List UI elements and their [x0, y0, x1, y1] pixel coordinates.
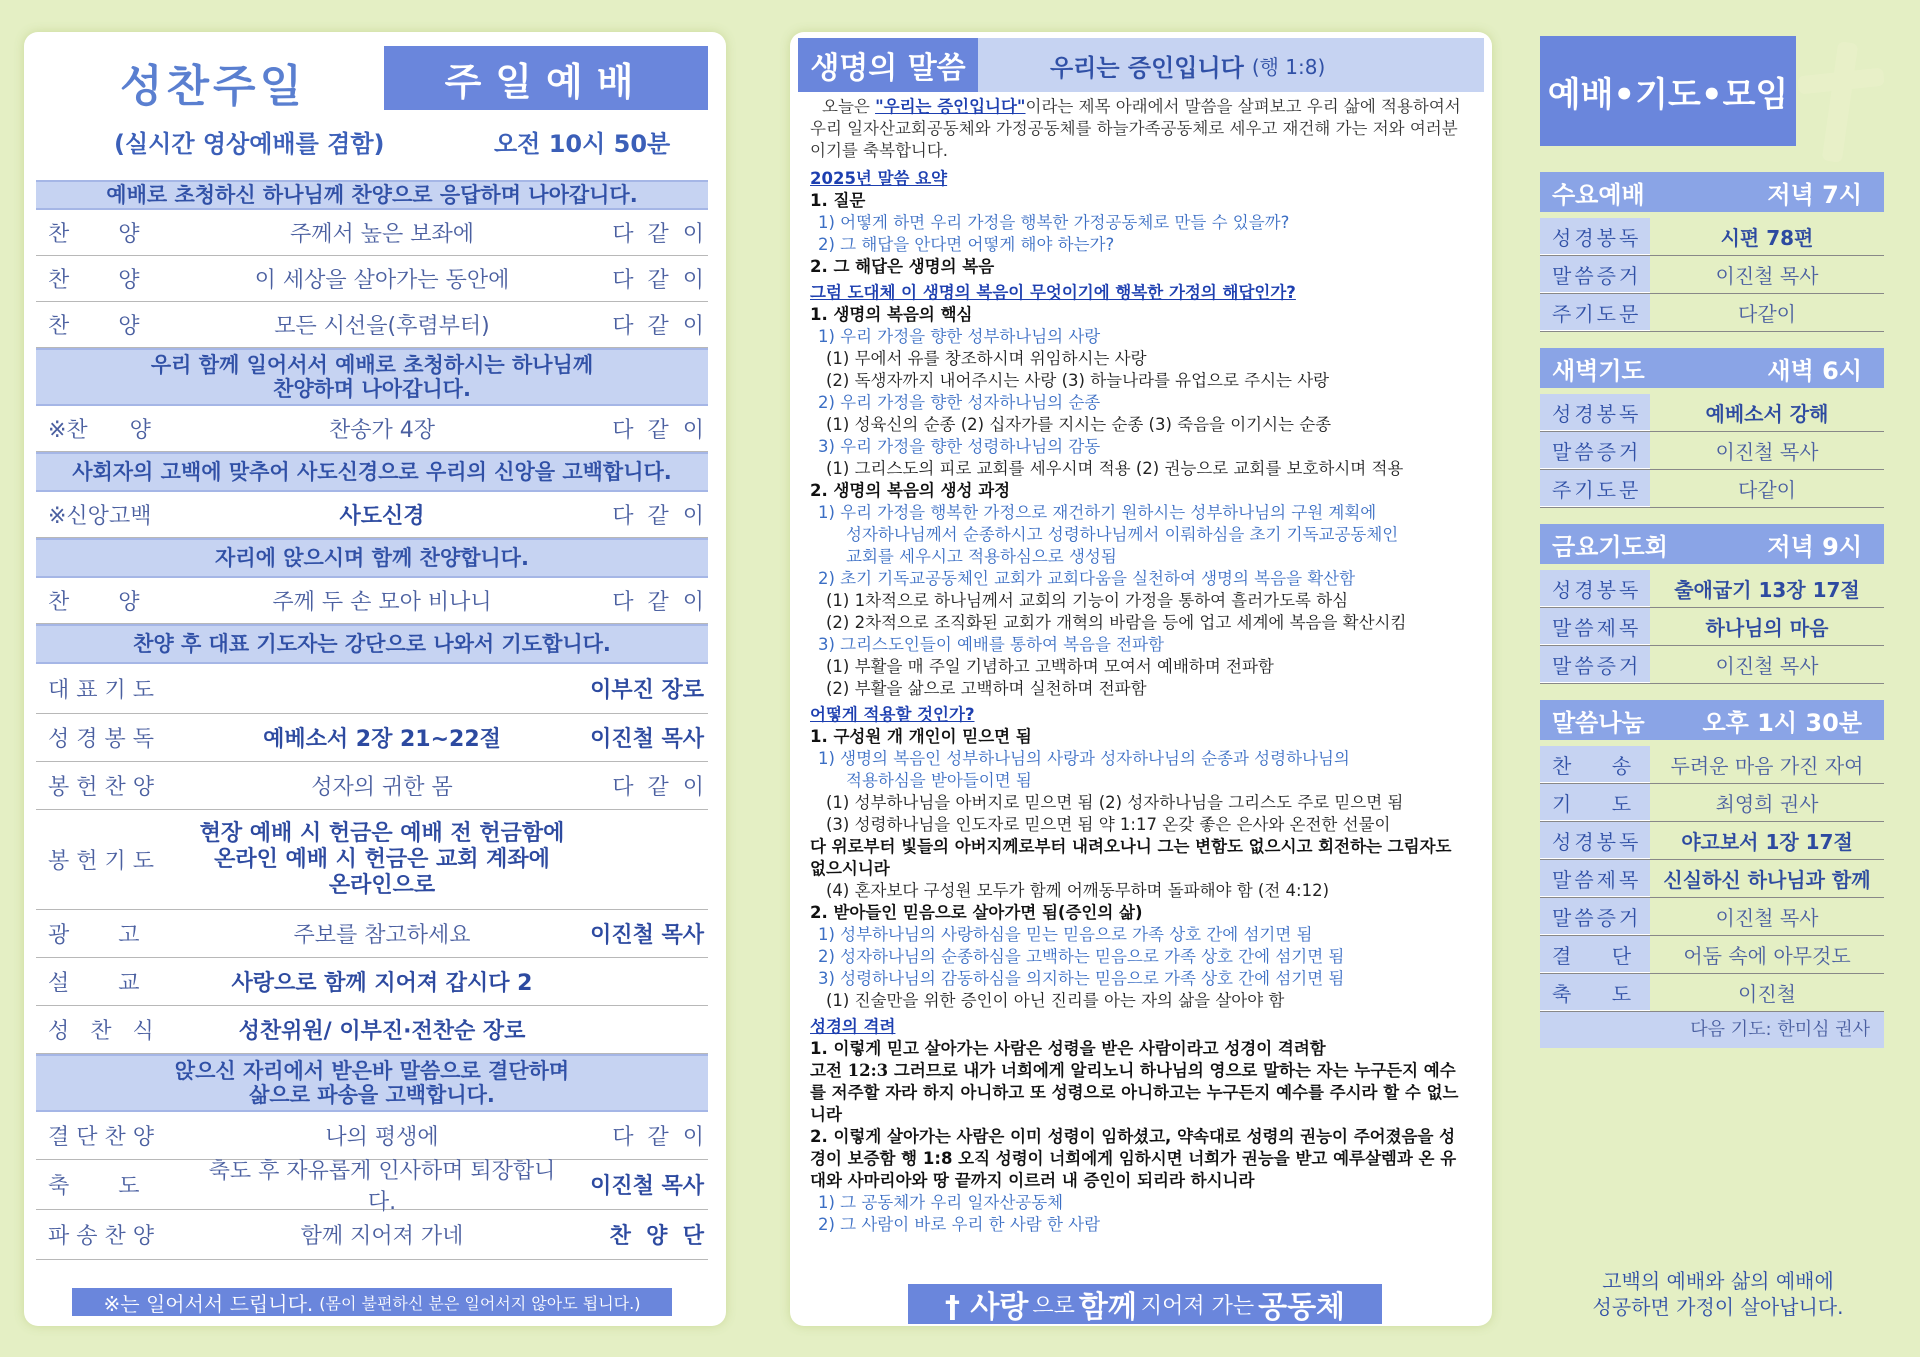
section-banner: 우리 함께 일어서서 예배로 초청하시는 하나님께 찬양하며 나아갑니다. — [36, 348, 708, 406]
sermon-line: (1) 부활을 매 주일 기념하고 고백하며 모여서 예배하며 전파함 — [826, 657, 1274, 676]
meeting-section — [1540, 700, 1884, 1048]
order-leader: 다 같 이 — [612, 504, 704, 529]
order-leader: 이진철 목사 — [590, 1174, 704, 1199]
meeting-row-value: 출애굽기 13장 17절 — [1674, 578, 1860, 602]
sermon-line: (2) 독생자까지 내어주시는 사랑 (3) 하늘나라를 유업으로 주시는 사랑 — [826, 371, 1330, 390]
sermon-line: 교회를 세우시고 적용하심으로 생성됨 — [846, 547, 1117, 566]
meetings-title: 예배•기도•모임 — [1540, 36, 1796, 146]
order-leader: 찬 양 단 — [609, 1224, 704, 1249]
meeting-row-value: 두려운 마음 가진 자여 — [1670, 754, 1864, 778]
section-banner: 사회자의 고백에 맞추어 사도신경으로 우리의 신앙을 고백합니다. — [36, 452, 708, 492]
sermon-ref: (행 1:8) — [1251, 54, 1326, 79]
section-banner: 찬양 후 대표 기도자는 강단으로 나와서 기도합니다. — [36, 624, 708, 664]
meeting-row-value: 이진철 — [1738, 982, 1796, 1006]
sermon-line: 1. 질문 — [810, 191, 866, 210]
sermon-intro — [810, 96, 1470, 162]
meeting-row — [1540, 256, 1884, 294]
order-content: 주께 두 손 모아 비나니 — [272, 590, 492, 615]
meeting-row-label: 성경봉독 — [1540, 570, 1650, 607]
sermon-line: 1. 이렇게 믿고 살아가는 사람은 성령을 받은 사람이라고 성경이 격려함 — [810, 1039, 1326, 1058]
meeting-row-label: 성경봉독 — [1540, 394, 1650, 431]
closing-line-2: 성공하면 가정이 살아납니다. — [1592, 1295, 1844, 1319]
meeting-row — [1540, 394, 1884, 432]
meeting-row — [1540, 860, 1884, 898]
standing-note — [72, 1288, 672, 1316]
sermon-line: 1) 성부하나님의 사랑하심을 믿는 믿음으로 가족 상호 간에 섬기면 됨 — [818, 925, 1313, 944]
meeting-time: 오후 1시 30분 — [1702, 708, 1862, 737]
sermon-line: 2. 받아들인 믿음으로 살아가면 됨(증인의 삶) — [810, 903, 1143, 922]
sermon-heading: 성경의 격려 — [810, 1017, 896, 1036]
meeting-row-label: 주기도문 — [1540, 470, 1650, 507]
standing-note-small: (몸이 불편하신 분은 일어서지 않아도 됩니다.) — [319, 1293, 641, 1313]
meeting-row — [1540, 218, 1884, 256]
sermon-header — [798, 38, 1484, 92]
meeting-row — [1540, 470, 1884, 508]
order-leader: 다 같 이 — [612, 222, 704, 247]
order-row — [36, 1210, 708, 1260]
order-content: 함께 지어져 가네 — [300, 1224, 464, 1249]
meeting-row-value: 하나님의 마음 — [1705, 616, 1829, 640]
order-item: 찬 양 — [48, 314, 140, 339]
order-content: 예베소서 2장 21~22절 — [263, 727, 501, 752]
sermon-line: (2) 부활을 삶으로 고백하며 실천하며 전파함 — [826, 679, 1147, 698]
order-row — [36, 1006, 708, 1054]
order-item: 찬 양 — [48, 590, 140, 615]
intro-em: "우리는 증인입니다" — [875, 97, 1026, 116]
meeting-row — [1540, 432, 1884, 470]
meeting-name: 말씀나눔 — [1552, 708, 1645, 737]
meeting-row-label: 축 도 — [1540, 974, 1650, 1011]
order-row — [36, 958, 708, 1006]
section-banner: 예배로 초청하신 하나님께 찬양으로 응답하며 나아갑니다. — [36, 180, 708, 210]
sermon-line: 2) 그 사람이 바로 우리 한 사람 한 사람 — [818, 1215, 1101, 1234]
order-row — [36, 578, 708, 624]
sermon-line: (1) 1차적으로 하나님께서 교회의 기능이 가정을 통하여 흘러가도록 하심 — [826, 591, 1349, 610]
closing-message — [1540, 1268, 1896, 1320]
order-row — [36, 714, 708, 762]
sermon-line: 적용하심을 받아들이면 됨 — [846, 771, 1032, 790]
sermon-line: 2) 성자하나님의 순종하심을 고백하는 믿음으로 가족 상호 간에 섬기면 됨 — [818, 947, 1345, 966]
order-content: 이 세상을 살아가는 동안에 — [254, 268, 510, 293]
footer-e: 공동체 — [1258, 1290, 1346, 1325]
order-item: 대 표 기 도 — [48, 678, 154, 703]
meeting-row — [1540, 746, 1884, 784]
sermon-line: 2. 이렇게 살아가는 사람은 이미 성령이 임하셨고, 약속대로 성령의 권능이 주어졌음을 성경이 보증함 행 1:8 오직 성령이 너희에게 임하시면 너희가 권능을 받고 예루살렘과 온 유대와 사마리아와 땅 끝까지 이르러 내 증인이 되리라 하시니라 — [810, 1127, 1457, 1190]
meeting-row-value: 신실하신 하나님과 함께 — [1663, 868, 1871, 892]
meeting-row-label: 성경봉독 — [1540, 822, 1650, 859]
order-content: 주께서 높은 보좌에 — [289, 222, 474, 247]
order-item: ※신앙고백 — [48, 504, 152, 529]
meeting-row-value: 어둠 속에 아무것도 — [1683, 944, 1851, 968]
order-leader: 이부진 장로 — [590, 678, 704, 703]
meeting-row-label: 말씀제목 — [1540, 608, 1650, 645]
order-item: 광 고 — [48, 923, 140, 948]
order-content: 현장 예배 시 헌금은 예배 전 헌금함에 온라인 예배 시 헌금은 교회 계좌에 온라인으로 — [199, 820, 565, 898]
sermon-line: (2) 2차적으로 조직화된 교회가 개혁의 바람을 등에 업고 세계에 복음을 확산시킴 — [826, 613, 1407, 632]
order-content: 사랑으로 함께 지어져 갑시다 2 — [231, 971, 533, 996]
order-row — [36, 406, 708, 452]
sermon-line: (1) 무에서 유를 창조하시며 위임하시는 사랑 — [826, 349, 1147, 368]
sermon-heading: 어떻게 적용할 것인가? — [810, 705, 975, 724]
sermon-line: 2. 생명의 복음의 생성 과정 — [810, 481, 1011, 500]
footer-a: † 사랑 — [944, 1290, 1029, 1325]
order-leader: 다 같 이 — [612, 590, 704, 615]
sermon-line: 1) 어떻게 하면 우리 가정을 행복한 가정공동체로 만들 수 있을까? — [818, 213, 1290, 232]
meeting-header — [1540, 172, 1884, 212]
sermon-line: 1. 구성원 개 개인이 믿으면 됨 — [810, 727, 1032, 746]
section-banner: 자리에 앉으시며 함께 찬양합니다. — [36, 538, 708, 578]
meeting-header — [1540, 700, 1884, 740]
sermon-line: 다 위로부터 빛들의 아버지께로부터 내려오나니 그는 변함도 없으시고 회전하는 그림자도 없으시니라 — [810, 837, 1452, 878]
meeting-section — [1540, 524, 1884, 684]
order-leader: 다 같 이 — [612, 775, 704, 800]
standing-note-text: ※는 일어서서 드립니다. — [103, 1291, 314, 1316]
sermon-title — [1050, 38, 1325, 92]
meetings-panel — [1540, 32, 1896, 1326]
meeting-time: 저녁 9시 — [1767, 532, 1862, 561]
cross-icon — [1822, 41, 1859, 163]
meeting-row — [1540, 570, 1884, 608]
sermon-line: (1) 성육신의 순종 (2) 십자가를 지시는 순종 (3) 죽음을 이기시는 순종 — [826, 415, 1332, 434]
meeting-row-value: 야고보서 1장 17절 — [1681, 830, 1853, 854]
meeting-time: 새벽 6시 — [1767, 356, 1862, 385]
section-banner: 앉으신 자리에서 받은바 말씀으로 결단하며 삶으로 파송을 고백합니다. — [36, 1054, 708, 1112]
sermon-line: (1) 그리스도의 피로 교회를 세우시며 적용 (2) 권능으로 교회를 보호하시며 적용 — [826, 459, 1404, 478]
meeting-row-value: 이진철 목사 — [1715, 264, 1819, 288]
sermon-body — [810, 96, 1470, 1236]
meeting-row-value: 최영희 권사 — [1715, 792, 1819, 816]
meeting-header — [1540, 348, 1884, 388]
sermon-footer-banner — [908, 1284, 1382, 1324]
footer-b: 으로 — [1032, 1293, 1075, 1319]
sermon-line: (4) 혼자보다 구성원 모두가 함께 어깨동무하며 돌파해야 함 (전 4:12) — [826, 881, 1330, 900]
meeting-row-label: 말씀증거 — [1540, 646, 1650, 683]
order-item: 찬 양 — [48, 268, 140, 293]
meeting-time: 저녁 7시 — [1767, 180, 1862, 209]
subtitle-online: (실시간 영상예배를 겸함) — [114, 130, 385, 158]
meeting-row-value: 이진철 목사 — [1715, 440, 1819, 464]
service-title-box: 주일예배 — [384, 46, 708, 110]
meeting-name: 수요예배 — [1552, 180, 1645, 209]
meeting-row-value: 예베소서 강해 — [1705, 402, 1829, 426]
sermon-line: 성자하나님께서 순종하시고 성령하나님께서 이뤄하심을 초기 기독교공동체인 — [846, 525, 1399, 544]
service-time: 오전 10시 50분 — [494, 130, 671, 158]
sermon-line: 2. 그 해답은 생명의 복음 — [810, 257, 995, 276]
sermon-line: 2) 우리 가정을 향한 성자하나님의 순종 — [818, 393, 1101, 412]
meeting-header — [1540, 524, 1884, 564]
sermon-line: 3) 성령하나님의 감동하심을 의지하는 믿음으로 가족 상호 간에 섬기면 됨 — [818, 969, 1345, 988]
meeting-row-label: 기 도 — [1540, 784, 1650, 821]
sermon-line: 1) 우리 가정을 향한 성부하나님의 사랑 — [818, 327, 1101, 346]
order-row — [36, 210, 708, 256]
sermon-line: (3) 성령하나님을 인도자로 믿으면 됨 약 1:17 온갖 좋은 은사와 온전한 선물이 — [826, 815, 1391, 834]
meeting-row-value: 이진철 목사 — [1715, 654, 1819, 678]
order-content: 사도신경 — [339, 504, 425, 529]
sermon-line: 2) 그 해답을 안다면 어떻게 해야 하는가? — [818, 235, 1115, 254]
next-prayer-note: 다음 기도: 한미심 권사 — [1540, 1012, 1884, 1048]
meeting-row-value: 이진철 목사 — [1715, 906, 1819, 930]
meeting-row — [1540, 784, 1884, 822]
sermon-line: (1) 성부하나님을 아버지로 믿으면 됨 (2) 성자하나님을 그리스도 주로 믿으면 됨 — [826, 793, 1404, 812]
order-leader: 다 같 이 — [612, 314, 704, 339]
order-item: 축 도 — [48, 1174, 140, 1199]
footer-d: 지어져 가는 — [1140, 1293, 1255, 1319]
order-row — [36, 492, 708, 538]
order-row — [36, 664, 708, 714]
sermon-heading: 그럼 도대체 이 생명의 복음이 무엇이기에 행복한 가정의 해답인가? — [810, 283, 1296, 302]
order-content: 축도 후 자유롭게 인사하며 퇴장합니다. — [208, 1158, 556, 1215]
order-content: 나의 평생에 — [325, 1125, 439, 1150]
meeting-row — [1540, 608, 1884, 646]
order-leader: 이진철 목사 — [590, 727, 704, 752]
worship-order-list — [36, 180, 708, 1260]
order-row — [36, 762, 708, 810]
meeting-row-label: 결 단 — [1540, 936, 1650, 973]
meeting-section — [1540, 348, 1884, 508]
meeting-row-label: 주기도문 — [1540, 294, 1650, 331]
sermon-line: 3) 그리스도인들이 예배를 통하여 복음을 전파함 — [818, 635, 1165, 654]
order-item: 봉 헌 찬 양 — [48, 775, 154, 800]
sermon-line: 1) 그 공동체가 우리 일자산공동체 — [818, 1193, 1064, 1212]
intro-post: 이라는 제목 아래에서 말씀을 살펴보고 우리 삶에 적용하여서 우리 일자산교회공동체와 가정공동체를 하늘가족공동체로 세우고 재건해 가는 저와 여러분이기를 축복합니다. — [810, 97, 1461, 160]
order-row — [36, 302, 708, 348]
order-item: 성 찬 식 — [48, 1019, 154, 1044]
order-leader: 다 같 이 — [612, 1125, 704, 1150]
meeting-row-label: 말씀증거 — [1540, 256, 1650, 293]
order-content: 찬송가 4장 — [329, 418, 435, 443]
meeting-section — [1540, 172, 1884, 332]
sermon-line: 고전 12:3 그러므로 내가 너희에게 알리노니 하나님의 영으로 말하는 자는 누구든지 예수를 저주할 자라 하지 아니하고 또 성령으로 아니하고는 누구든지 예수를 주시라 할 수 없느니라 — [810, 1061, 1459, 1124]
sermon-line: 1) 생명의 복음인 성부하나님의 사랑과 성자하나님의 순종과 성령하나님의 — [818, 749, 1350, 768]
sermon-panel — [790, 32, 1492, 1326]
meeting-row-value: 다같이 — [1738, 302, 1796, 326]
sermon-heading: 2025년 말씀 요약 — [810, 169, 948, 188]
worship-order-panel — [24, 32, 726, 1326]
footer-c: 함께 — [1078, 1290, 1137, 1325]
order-row — [36, 910, 708, 958]
closing-line-1: 고백의 예배와 삶의 예배에 — [1602, 1269, 1834, 1293]
meeting-row-label: 말씀제목 — [1540, 860, 1650, 897]
meeting-name: 새벽기도 — [1552, 356, 1645, 385]
order-content: 주보를 참고하세요 — [293, 923, 471, 948]
order-row — [36, 810, 708, 910]
order-item: 결 단 찬 양 — [48, 1125, 154, 1150]
meeting-row-value: 다같이 — [1738, 478, 1796, 502]
sermon-title-text: 우리는 증인입니다 — [1050, 53, 1244, 82]
meeting-row-label: 성경봉독 — [1540, 218, 1650, 255]
sermon-line: 1. 생명의 복음의 핵심 — [810, 305, 973, 324]
order-item: 봉 헌 기 도 — [48, 849, 154, 874]
sermon-line: (1) 진술만을 위한 증인이 아닌 진리를 아는 자의 삶을 살아야 함 — [826, 991, 1285, 1010]
order-item: ※찬 양 — [48, 418, 151, 443]
sermon-line: 2) 초기 기독교공동체인 교회가 교회다움을 실천하여 생명의 복음을 확산함 — [818, 569, 1356, 588]
meeting-row — [1540, 898, 1884, 936]
intro-pre: 오늘은 — [822, 97, 876, 116]
order-content: 모든 시선을(후렴부터) — [274, 314, 490, 339]
order-item: 성 경 봉 독 — [48, 727, 154, 752]
order-item: 설 교 — [48, 971, 140, 996]
order-leader: 다 같 이 — [612, 418, 704, 443]
meeting-row — [1540, 936, 1884, 974]
meeting-row — [1540, 646, 1884, 684]
meeting-row-label: 찬 송 — [1540, 746, 1650, 783]
meeting-row-label: 말씀증거 — [1540, 898, 1650, 935]
meeting-row — [1540, 294, 1884, 332]
meeting-row-value: 시편 78편 — [1720, 226, 1814, 250]
meeting-row — [1540, 974, 1884, 1012]
sermon-tab: 생명의 말씀 — [798, 38, 978, 92]
sermon-line: 1) 우리 가정을 행복한 가정으로 재건하기 원하시는 성부하나님의 구원 계획에 — [818, 503, 1377, 522]
bulletin-title: 성찬주일 — [120, 61, 307, 112]
order-content: 성찬위원/ 이부진·전찬순 장로 — [238, 1019, 526, 1044]
order-item: 찬 양 — [48, 222, 140, 247]
order-content: 성자의 귀한 몸 — [311, 775, 453, 800]
meeting-row-label: 말씀증거 — [1540, 432, 1650, 469]
order-item: 파 송 찬 양 — [48, 1224, 154, 1249]
sermon-line: 3) 우리 가정을 향한 성령하나님의 감동 — [818, 437, 1101, 456]
meeting-name: 금요기도회 — [1552, 532, 1668, 561]
order-leader: 이진철 목사 — [590, 923, 704, 948]
order-row — [36, 1158, 708, 1215]
order-leader: 다 같 이 — [612, 268, 704, 293]
order-row — [36, 256, 708, 302]
meeting-row — [1540, 822, 1884, 860]
